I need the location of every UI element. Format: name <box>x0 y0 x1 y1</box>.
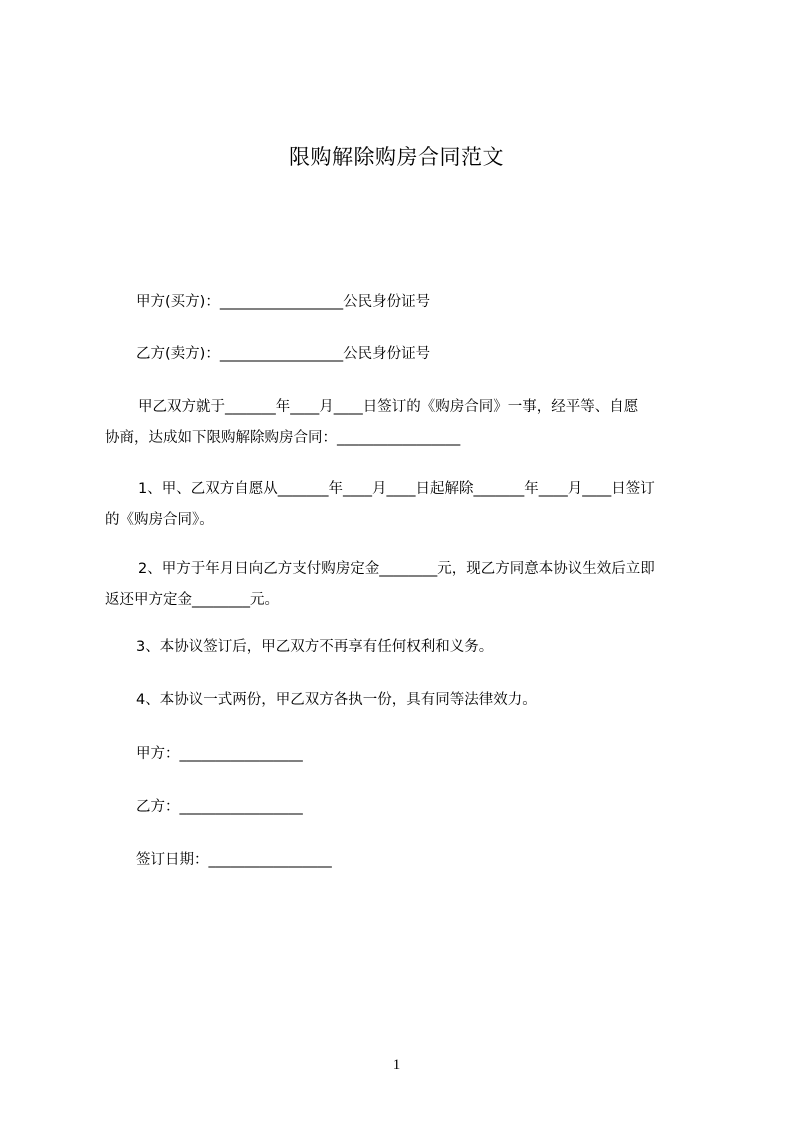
party-b-line: 乙方(卖方)：_________________公民身份证号 <box>136 346 431 362</box>
party-a-line: 甲方(买方)：_________________公民身份证号 <box>136 294 431 310</box>
clause-1-paragraph <box>105 474 695 536</box>
page-number: 1 <box>392 1057 401 1073</box>
intro-paragraph <box>105 392 695 454</box>
clause-3: 3、本协议签订后，甲乙双方不再享有任何权利和义务。 <box>136 639 494 655</box>
clause-2-paragraph <box>105 554 695 616</box>
clause-4: 4、本协议一式两份，甲乙双方各执一份，具有同等法律效力。 <box>136 692 537 708</box>
signature-party-b: 乙方：_________________ <box>136 799 303 815</box>
document-title: 限购解除购房合同范文 <box>289 145 504 169</box>
clause-1-line-1: 1、甲、乙双方自愿从_______年____月____日起解除_______年____月____日签订 <box>138 481 655 497</box>
signing-date: 签订日期：_________________ <box>136 852 332 868</box>
signature-party-a: 甲方：_________________ <box>136 746 303 762</box>
clause-2-line-2: 返还甲方定金________元。 <box>105 592 279 608</box>
intro-line-2: 协商，达成如下限购解除购房合同：_________________ <box>105 430 461 446</box>
intro-line-1: 甲乙双方就于_______年____月____日签订的《购房合同》一事，经平等、自愿 <box>138 399 639 415</box>
clause-2-line-1: 2、甲方于年月日向乙方支付购房定金________元，现乙方同意本协议生效后立即 <box>138 561 655 577</box>
clause-1-line-2: 的《购房合同》。 <box>105 512 214 528</box>
